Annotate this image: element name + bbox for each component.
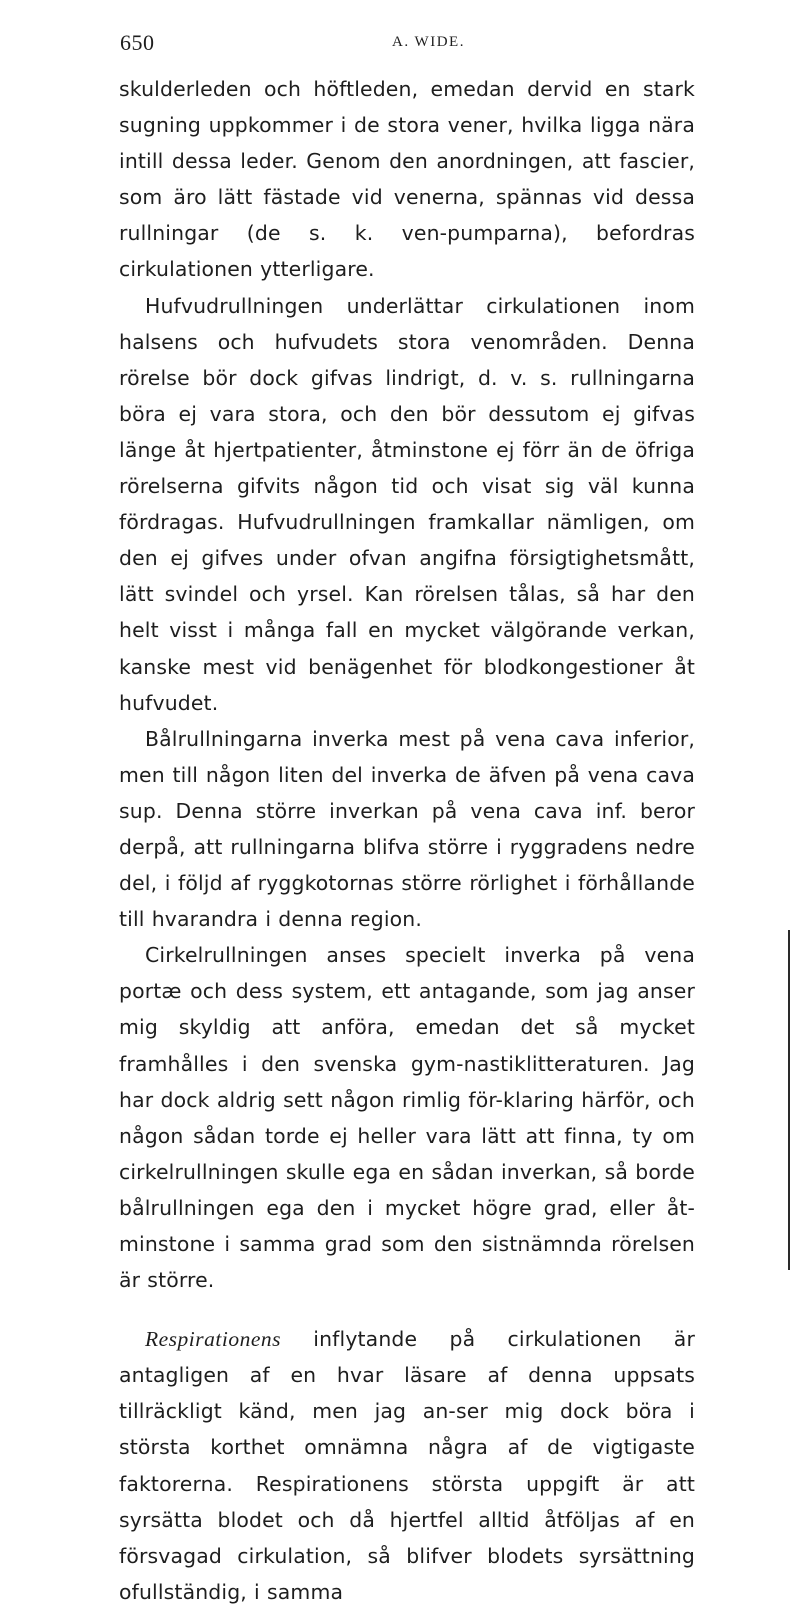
paragraph-5 (119, 1321, 695, 1610)
running-head: A. WIDE. (392, 34, 465, 50)
paragraph-4: Cirkelrullningen anses specielt inverka på vena portæ och dess system, ett antagande, som jag anser mig skyldig att anföra, emedan det så mycket framhålles i den svenska gym-nastiklitteraturen. Jag har dock aldrig sett någon rimlig för-klaring härför, och någon sådan torde ej heller vara lätt att finna, ty om cirkelrullningen skulle ega en sådan inverkan, så borde bålrullningen ega den i mycket högre grad, eller åt-minstone i samma grad som den sistnämnda rörelsen är större. (119, 943, 695, 1293)
paragraph-3: Bålrullningarna inverka mest på vena cava inferior, men till någon liten del inverka de äfven på vena cava sup. Denna större inverkan på vena cava inf. beror derpå, att rullningarna blifva större i ryggradens nedre del, i följd af ryggkotornas större rörlighet i förhållande till hvarandra i denna region. (119, 726, 695, 932)
paragraph-1: skulderleden och höftleden, emedan dervid en stark sugning uppkommer i de stora vener, hvilka ligga nära intill dessa leder. Genom den anordningen, att fascier, som äro lätt fästade vid venerna, spännas vid dessa rullningar (de s. k. ven-pumparna), befordras cirkulationen ytterligare. (119, 77, 695, 282)
paragraph-5-emphasis: Respirationens (145, 1327, 281, 1352)
body-text (119, 71, 695, 1610)
page-number: 650 (120, 30, 155, 55)
page-header (120, 30, 694, 60)
paragraph-5-text: inflytande på cirkulationen är antagligen af en hvar läsare af denna uppsats tillräckligt känd, men jag an-ser mig dock böra i största korthet omnämna några af de vigtigaste faktorerna. Respirationens största uppgift är att syrsätta blodet och då hjertfel alltid åtföljas af en försvagad cirkulation, så blifver blodets syrsättning ofullständig, i samma (119, 1327, 695, 1604)
page-edge-shadow (788, 930, 790, 1270)
paragraph-2: Hufvudrullningen underlättar cirkulationen inom halsens och hufvudets stora venområden. Denna rörelse bör dock gifvas lindrigt, d. v. s. rullningarna böra ej vara stora, och den bör dessutom ej gifvas länge åt hjertpatienter, åtminstone ej förr än de öfriga rörelserna gifvits någon tid och visat sig väl kunna fördragas. Hufvudrullningen framkallar nämligen, om den ej gifves under ofvan angifna försigtighetsmått, lätt svindel och yrsel. Kan rörelsen tålas, så har den helt visst i många fall en mycket välgörande verkan, kanske mest vid benägenhet för blodkongestioner åt hufvudet. (119, 293, 695, 715)
